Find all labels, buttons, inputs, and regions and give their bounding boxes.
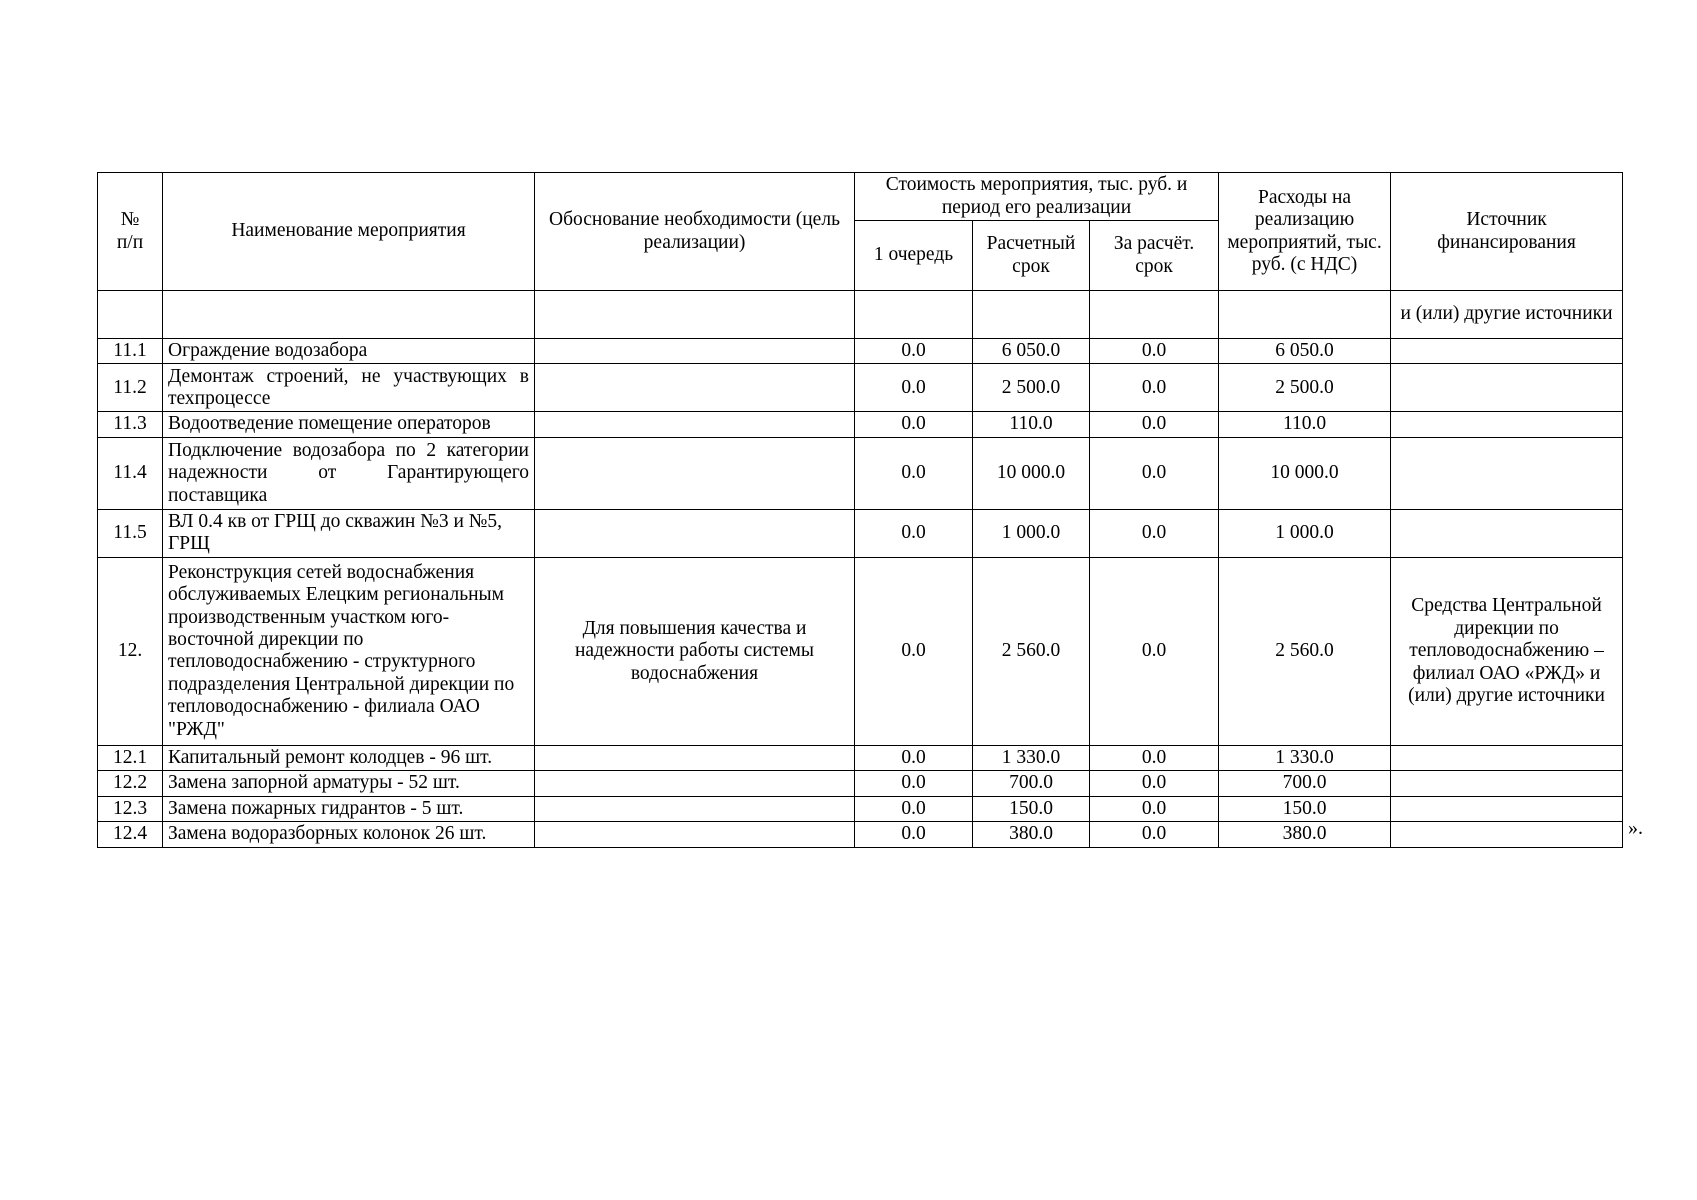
header-stage1 bbox=[855, 221, 973, 291]
cell-stage1: 0.0 bbox=[855, 339, 973, 364]
header-source-label: Источник финансирования bbox=[1437, 209, 1576, 253]
cell-num: 12. bbox=[98, 557, 163, 745]
table-row bbox=[98, 339, 1623, 364]
table-row bbox=[98, 745, 1623, 770]
cell-total: 1 330.0 bbox=[1219, 745, 1391, 770]
cell-after: 0.0 bbox=[1090, 437, 1219, 509]
cell-calc: 1 000.0 bbox=[973, 509, 1090, 557]
cell-calc: 2 560.0 bbox=[973, 557, 1090, 745]
cell-calc: 110.0 bbox=[973, 412, 1090, 437]
cell-stage1: 0.0 bbox=[855, 412, 973, 437]
cell-total: 2 500.0 bbox=[1219, 364, 1391, 412]
cell-after: 0.0 bbox=[1090, 822, 1219, 847]
cell-after: 0.0 bbox=[1090, 412, 1219, 437]
table-row bbox=[98, 822, 1623, 847]
cell-justification bbox=[535, 509, 855, 557]
cell-stage1: 0.0 bbox=[855, 771, 973, 796]
cell-num: 12.2 bbox=[98, 771, 163, 796]
header-name-label: Наименование мероприятия bbox=[231, 220, 466, 242]
header-cost-group bbox=[855, 173, 1219, 221]
cell-calc: 380.0 bbox=[973, 822, 1090, 847]
cell-calc: 10 000.0 bbox=[973, 437, 1090, 509]
cell-after: 0.0 bbox=[1090, 364, 1219, 412]
cell-total: 700.0 bbox=[1219, 771, 1391, 796]
cell-num: 11.3 bbox=[98, 412, 163, 437]
cell-total: 150.0 bbox=[1219, 796, 1391, 821]
cell-justification bbox=[535, 745, 855, 770]
cell-name: ВЛ 0.4 кв от ГРЩ до скважин №3 и №5, ГРЩ bbox=[163, 509, 535, 557]
cell-num: 12.3 bbox=[98, 796, 163, 821]
cell-calc: 150.0 bbox=[973, 796, 1090, 821]
cell-justification bbox=[535, 339, 855, 364]
cell-num: 11.2 bbox=[98, 364, 163, 412]
header-source bbox=[1391, 173, 1623, 291]
cell-num: 11.4 bbox=[98, 437, 163, 509]
cell-name: Демонтаж строений, не участвующих в техпроцессе bbox=[163, 364, 535, 412]
cell-calc: 2 500.0 bbox=[973, 364, 1090, 412]
cell-justification bbox=[535, 796, 855, 821]
cell-name: Замена пожарных гидрантов - 5 шт. bbox=[163, 796, 535, 821]
header-num bbox=[98, 173, 163, 291]
header-expenses bbox=[1219, 173, 1391, 291]
cell-stage1: 0.0 bbox=[855, 822, 973, 847]
cell-justification bbox=[535, 364, 855, 412]
cell-name: Замена запорной арматуры - 52 шт. bbox=[163, 771, 535, 796]
table-row-section bbox=[98, 557, 1623, 745]
cell-source bbox=[1391, 509, 1623, 557]
cell-after: 0.0 bbox=[1090, 745, 1219, 770]
cell-source bbox=[1391, 796, 1623, 821]
cell-stage1: 0.0 bbox=[855, 364, 973, 412]
header-justification-label: Обоснование необходимости (цель реализации) bbox=[549, 209, 840, 253]
cell-stage1: 0.0 bbox=[855, 557, 973, 745]
cell-justification bbox=[535, 437, 855, 509]
cell-empty bbox=[973, 291, 1090, 339]
header-stage1-label: 1 очередь bbox=[873, 244, 954, 266]
cell-after: 0.0 bbox=[1090, 771, 1219, 796]
cell-name: Ограждение водозабора bbox=[163, 339, 535, 364]
cell-source bbox=[1391, 771, 1623, 796]
table-row bbox=[98, 796, 1623, 821]
cell-after: 0.0 bbox=[1090, 339, 1219, 364]
cell-num: 11.1 bbox=[98, 339, 163, 364]
cell-source: Средства Центральной дирекции по тепловодоснабжению – филиал ОАО «РЖД» и (или) другие источники bbox=[1391, 557, 1623, 745]
cell-total: 110.0 bbox=[1219, 412, 1391, 437]
table-row bbox=[98, 509, 1623, 557]
cell-stage1: 0.0 bbox=[855, 437, 973, 509]
cell-stage1: 0.0 bbox=[855, 509, 973, 557]
cell-name: Водоотведение помещение операторов bbox=[163, 412, 535, 437]
cell-num: 12.1 bbox=[98, 745, 163, 770]
cell-calc: 700.0 bbox=[973, 771, 1090, 796]
cell-name: Подключение водозабора по 2 категории надежности от Гарантирующего поставщика bbox=[163, 437, 535, 509]
cell-source: и (или) другие источники bbox=[1391, 291, 1623, 339]
cell-source bbox=[1391, 412, 1623, 437]
cell-empty bbox=[855, 291, 973, 339]
cell-stage1: 0.0 bbox=[855, 796, 973, 821]
cell-justification: Для повышения качества и надежности работы системы водоснабжения bbox=[535, 557, 855, 745]
cell-source bbox=[1391, 339, 1623, 364]
header-calc-period-label: Расчетный срок bbox=[986, 233, 1076, 277]
cell-justification bbox=[535, 822, 855, 847]
header-cost-group-label: Стоимость мероприятия, тыс. руб. и период его реализации bbox=[885, 174, 1188, 218]
cell-stage1: 0.0 bbox=[855, 745, 973, 770]
cell-num: 12.4 bbox=[98, 822, 163, 847]
cell-empty bbox=[163, 291, 535, 339]
cell-after: 0.0 bbox=[1090, 557, 1219, 745]
cell-after: 0.0 bbox=[1090, 796, 1219, 821]
closing-quote-mark: ». bbox=[1628, 817, 1643, 839]
table-row bbox=[98, 364, 1623, 412]
cell-num: 11.5 bbox=[98, 509, 163, 557]
cell-calc: 1 330.0 bbox=[973, 745, 1090, 770]
cell-source bbox=[1391, 364, 1623, 412]
cell-source bbox=[1391, 822, 1623, 847]
cell-name: Реконструкция сетей водоснабжения обслуживаемых Елецким региональным производственным участком юго-восточной дирекции по тепловодоснабжению - структурного подразделения Центральной дирекции по тепловодоснабжению - филиала ОАО "РЖД" bbox=[163, 557, 535, 745]
cell-empty bbox=[1090, 291, 1219, 339]
cell-justification bbox=[535, 412, 855, 437]
measures-table bbox=[97, 172, 1623, 848]
header-name bbox=[163, 173, 535, 291]
header-calc-period bbox=[973, 221, 1090, 291]
cell-name: Капитальный ремонт колодцев - 96 шт. bbox=[163, 745, 535, 770]
header-after-calc-label: За расчёт. срок bbox=[1113, 233, 1195, 277]
table-row bbox=[98, 437, 1623, 509]
header-justification bbox=[535, 173, 855, 291]
cell-total: 10 000.0 bbox=[1219, 437, 1391, 509]
cell-total: 1 000.0 bbox=[1219, 509, 1391, 557]
cell-justification bbox=[535, 771, 855, 796]
cell-total: 380.0 bbox=[1219, 822, 1391, 847]
table-row bbox=[98, 771, 1623, 796]
header-expenses-label: Расходы на реализацию мероприятий, тыс. руб. (с НДС) bbox=[1227, 186, 1382, 275]
header-after-calc bbox=[1090, 221, 1219, 291]
cell-total: 6 050.0 bbox=[1219, 339, 1391, 364]
cell-calc: 6 050.0 bbox=[973, 339, 1090, 364]
cell-after: 0.0 bbox=[1090, 509, 1219, 557]
header-num-label: № п/п bbox=[116, 209, 144, 253]
cell-empty bbox=[98, 291, 163, 339]
cell-source bbox=[1391, 437, 1623, 509]
continuation-row bbox=[98, 291, 1623, 339]
cell-empty bbox=[1219, 291, 1391, 339]
cell-empty bbox=[535, 291, 855, 339]
cell-name: Замена водоразборных колонок 26 шт. bbox=[163, 822, 535, 847]
table-row bbox=[98, 412, 1623, 437]
cell-source bbox=[1391, 745, 1623, 770]
cell-total: 2 560.0 bbox=[1219, 557, 1391, 745]
